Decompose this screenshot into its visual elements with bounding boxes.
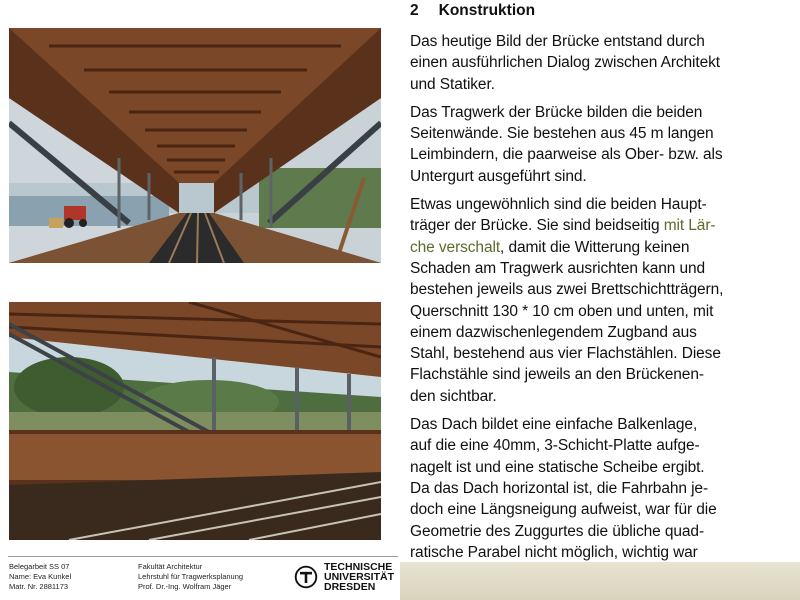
text-line: einen ausführlichen Dialog zwischen Architekt	[410, 54, 720, 72]
text-line: Schaden am Tragwerk ausrichten kann und	[410, 259, 706, 277]
logo-line: TECHNISCHE	[323, 561, 393, 573]
tu-dresden-logo	[294, 561, 394, 593]
paragraph-2	[410, 102, 795, 187]
text-segment: träger der Brücke. Sie sind beidseitig	[410, 217, 664, 235]
text-segment: , damit die Witterung keinen	[500, 238, 690, 256]
text-line: Stahl, bestehend aus vier Flachstählen. Diese	[410, 345, 721, 363]
highlighted-text: che verschalt	[410, 238, 501, 256]
footer-student-info	[9, 562, 71, 592]
text-line: Untergurt ausgeführt sind.	[410, 167, 587, 185]
text-line: den sichtbar.	[410, 387, 497, 405]
bridge-interior-photo-top	[9, 28, 381, 263]
paragraph-1	[410, 31, 795, 95]
section-number: 2	[410, 2, 419, 19]
text-line: Das Tragwerk der Brücke bilden die beiden	[410, 103, 703, 121]
logo-line: DRESDEN	[323, 581, 376, 593]
paragraph-3	[410, 194, 795, 407]
text-line: nagelt ist und eine statische Scheibe ergibt.	[410, 458, 705, 476]
footer-line: Lehrstuhl für Tragwerksplanung	[138, 572, 244, 581]
text-line: Das Dach bildet eine einfache Balkenlage,	[410, 416, 698, 434]
text-line: und Statiker.	[410, 75, 495, 93]
highlighted-text: mit Lär-	[663, 217, 716, 235]
text-line: ratische Parabel nicht möglich, wichtig war	[410, 543, 698, 561]
footer-divider	[8, 556, 398, 557]
footer-line: Belegarbeit SS 07	[9, 562, 70, 571]
text-column	[410, 0, 795, 562]
text-line: bestehen jeweils aus zwei Brettschichtträgern,	[410, 281, 724, 299]
footer-line: Fakultät Architektur	[138, 562, 203, 571]
footer-faculty-info	[138, 562, 243, 592]
text-line: Leimbindern, die paarweise als Ober- bzw. als	[410, 146, 723, 164]
tu-dresden-emblem-icon	[294, 563, 318, 591]
text-line: Das heutige Bild der Brücke entstand durch	[410, 33, 705, 50]
text-line: doch eine Längsneigung aufweist, war für die	[410, 501, 717, 519]
text-line: Querschnitt 130 * 10 cm oben und unten, mit	[410, 302, 714, 320]
text-line: einem dazwischenlegendem Zugband aus	[410, 323, 697, 341]
section-title: Konstruktion	[438, 2, 536, 19]
footer-line: Name: Eva Kunkel	[9, 572, 72, 581]
logo-line: UNIVERSITÄT	[323, 571, 394, 583]
text-line: Da das Dach horizontal ist, die Fahrbahn je-	[410, 479, 709, 497]
bridge-side-wall-photo-bottom	[9, 302, 381, 540]
text-line: Geometrie des Zuggurtes die übliche quad-	[410, 522, 705, 540]
text-line	[410, 215, 795, 236]
page-footer	[0, 556, 800, 600]
text-line: Etwas ungewöhnlich sind die beiden Haupt-	[410, 196, 707, 214]
section-heading	[410, 0, 795, 24]
text-line: auf die eine 40mm, 3-Schicht-Platte aufge-	[410, 437, 700, 455]
paragraph-4	[410, 414, 795, 562]
footer-line: Prof. Dr.-Ing. Wolfram Jäger	[138, 582, 232, 591]
text-line	[410, 237, 795, 258]
text-line: Flachstähle sind jeweils an den Brückenen-	[410, 366, 704, 384]
text-line: Seitenwände. Sie bestehen aus 45 m langen	[410, 125, 714, 143]
footer-line: Matr. Nr. 2881173	[9, 582, 69, 591]
